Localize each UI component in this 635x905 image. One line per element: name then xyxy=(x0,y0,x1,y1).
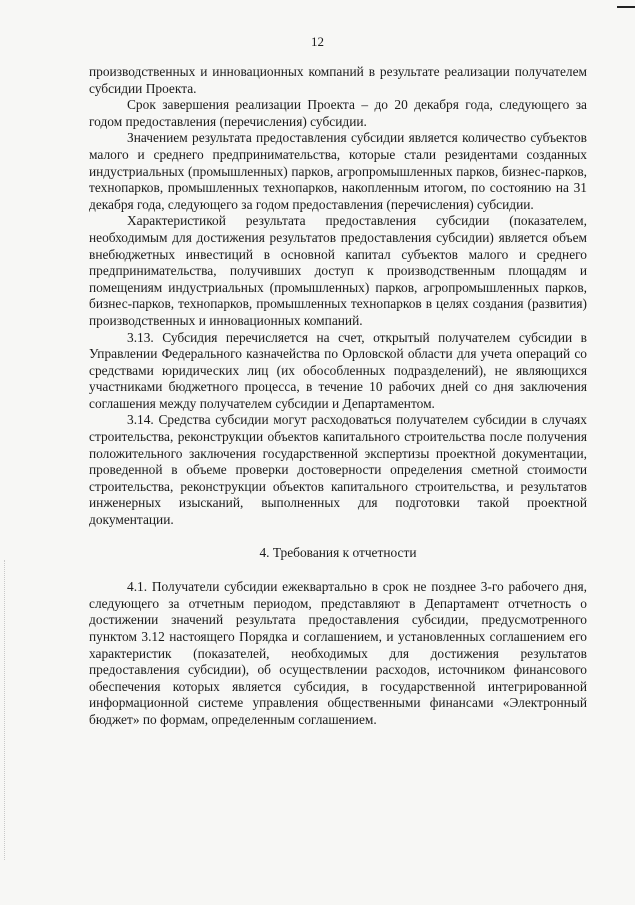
paragraph-result-value: Значением результата предоставления субсидии является количество субъектов малого и среднего предпринимательства, которые стали резидентами созданных индустриальных (промышленных) парков, агропромышленных парков, бизнес-парков, технопарков, промышленных технопарков, накопленным итогом, по состоянию на 31 декабря года, следующего за годом предоставления (перечисления) субсидии. xyxy=(89,130,587,212)
paragraph-project-deadline: Срок завершения реализации Проекта – до 20 декабря года, следующего за годом предоставления (перечисления) субсидии. xyxy=(89,97,587,129)
paragraph-continuation: производственных и инновационных компаний в результате реализации получателем субсидии Проекта. xyxy=(89,64,587,96)
paragraph-3-13: 3.13. Субсидия перечисляется на счет, открытый получателем субсидии в Управлении Федерального казначейства по Орловской области для учета операций со средствами юридических лиц (их обособленных подразделений), не являющихся участниками бюджетного процесса, в течение 10 рабочих дней со дня заключения соглашения между получателем субсидии и Департаментом. xyxy=(89,329,587,411)
page-number: 12 xyxy=(311,34,324,49)
section-heading: 4. Требования к отчетности xyxy=(259,544,417,560)
paragraph-result-characteristic: Характеристикой результата предоставления субсидии (показателем, необходимым для достижения результатов предоставления субсидии) является объем внебюджетных инвестиций в основной капитал субъектов малого и среднего предпринимательства, получивших доступ к производственным площадям и помещениям индустриальных (промышленных) парков, агропромышленных парков, бизнес-парков, технопарков, промышленных технопарков в целях создания (развития) производственных и инновационных компаний. xyxy=(89,213,587,328)
document-body xyxy=(89,64,587,729)
scan-edge xyxy=(4,560,6,860)
paragraph-4-1: 4.1. Получатели субсидии ежеквартально в срок не позднее 3-го рабочего дня, следующего за отчетным периодом, представляют в Департамент отчетность о достижении значений результата предоставления субсидии, предусмотренного пунктом 3.12 настоящего Порядка и соглашением, и установленных соглашением его характеристик (показателей, необходимых для достижения результатов предоставления субсидии), об осуществлении расходов, источником финансового обеспечения которых является субсидия, в государственной интегрированной информационной системе управления общественными финансами «Электронный бюджет» по формам, определенным соглашением. xyxy=(89,579,587,727)
paragraph-3-14: 3.14. Средства субсидии могут расходоваться получателем субсидии в случаях строительства, реконструкции объектов капитального строительства после получения положительного заключения государственной экспертизы проектной документации, проведенной в объеме проверки достоверности определения сметной стоимости строительства, реконструкции объектов капитального строительства, и результатов инженерных изысканий, выполненных для подготовки такой проектной документации. xyxy=(89,412,587,528)
edge-mark xyxy=(617,6,635,8)
